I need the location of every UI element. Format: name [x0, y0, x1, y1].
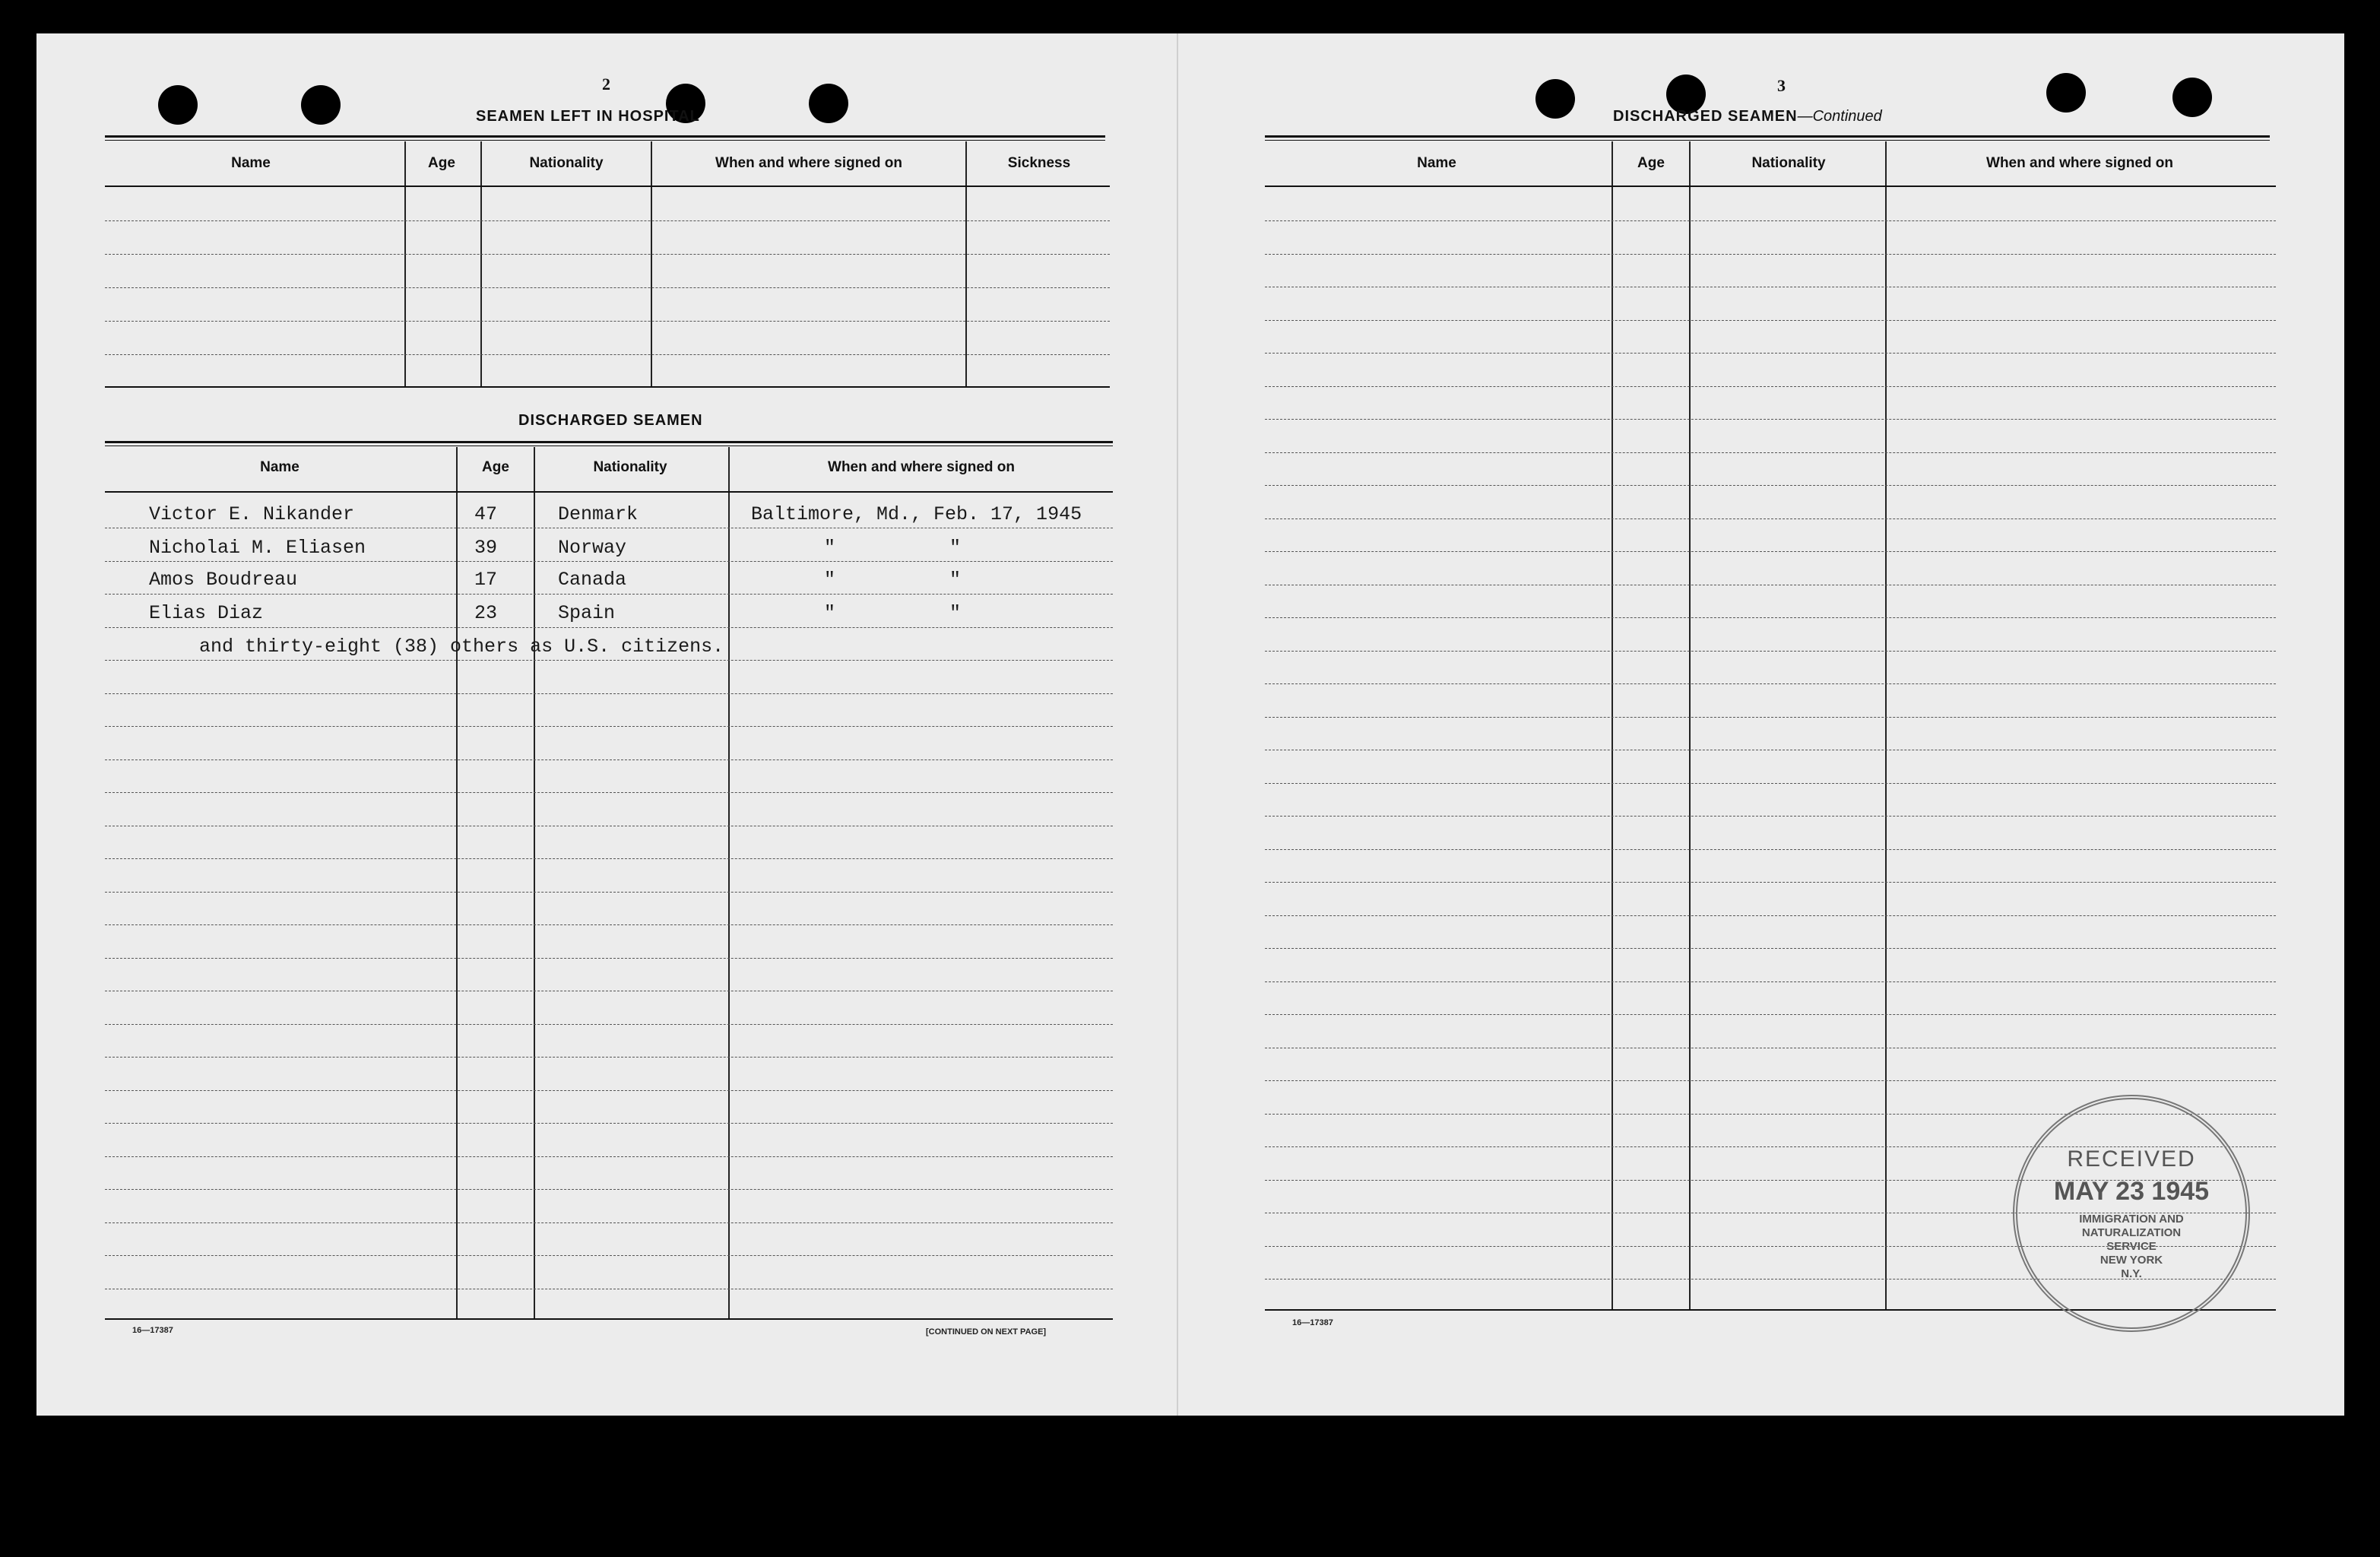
column-divider	[651, 141, 652, 388]
column-header-signed-on: When and where signed on	[828, 459, 1015, 475]
row-rule	[1265, 551, 2276, 552]
column-divider	[728, 447, 730, 1318]
row-rule	[1265, 518, 2276, 519]
row-rule	[105, 693, 1113, 694]
row-rule	[1265, 816, 2276, 817]
seaman-nationality: Denmark	[558, 503, 639, 525]
row-rule	[105, 1255, 1113, 1256]
header-rule	[1265, 186, 2276, 187]
column-header-signed-on: When and where signed on	[715, 155, 902, 171]
row-rule	[105, 858, 1113, 859]
seaman-nationality: Canada	[558, 569, 627, 591]
seaman-signed-on: " "	[824, 537, 962, 559]
stamp-line: SERVICE	[2106, 1240, 2157, 1253]
row-rule	[105, 1123, 1113, 1124]
row-rule	[1265, 353, 2276, 354]
column-header-nationality: Nationality	[529, 155, 604, 171]
stamp-date: MAY 23 1945	[2053, 1177, 2210, 1206]
continued-note: [CONTINUED ON NEXT PAGE]	[926, 1327, 1047, 1337]
seaman-age: 47	[474, 503, 498, 525]
column-header-nationality: Nationality	[593, 459, 667, 475]
punch-hole	[809, 84, 848, 123]
seaman-signed-on: " "	[824, 569, 962, 591]
punch-hole	[301, 85, 341, 125]
row-rule	[1265, 254, 2276, 255]
row-rule	[105, 892, 1113, 893]
row-rule	[105, 594, 1113, 595]
seaman-name: Amos Boudreau	[149, 569, 298, 591]
row-rule	[105, 220, 1110, 221]
form-number: 16—17387	[1292, 1318, 1333, 1327]
column-header-name: Name	[231, 155, 271, 171]
row-rule	[1265, 651, 2276, 652]
row-rule	[105, 321, 1110, 322]
row-rule	[1265, 683, 2276, 684]
column-header-age: Age	[428, 155, 455, 171]
received-stamp	[2013, 1095, 2250, 1332]
column-divider	[965, 141, 967, 388]
row-rule	[105, 627, 1113, 628]
seaman-nationality: Norway	[558, 537, 627, 559]
rule	[105, 135, 1105, 138]
column-divider	[1885, 141, 1887, 1311]
seaman-name: Elias Diaz	[149, 602, 264, 624]
column-header-name: Name	[260, 459, 299, 475]
discharged-section-title: DISCHARGED SEAMEN	[518, 412, 703, 429]
row-rule	[1265, 485, 2276, 486]
seaman-signed-on: Baltimore, Md., Feb. 17, 1945	[751, 503, 1082, 525]
stamp-agency	[2017, 1213, 2245, 1281]
row-rule	[1265, 1080, 2276, 1081]
stamp-received: RECEIVED	[2067, 1146, 2196, 1172]
row-rule	[105, 254, 1110, 255]
punch-hole	[158, 85, 198, 125]
row-rule	[105, 1057, 1113, 1058]
row-rule	[105, 726, 1113, 727]
page-number: 3	[1777, 76, 1786, 95]
column-header-signed-on: When and where signed on	[1986, 155, 2173, 171]
section-title-text: DISCHARGED SEAMEN	[1613, 108, 1798, 125]
punch-hole	[2046, 73, 2086, 113]
seaman-age: 17	[474, 569, 498, 591]
row-rule	[105, 792, 1113, 793]
row-rule	[1265, 882, 2276, 883]
row-rule	[1265, 220, 2276, 221]
others-note: and thirty-eight (38) others as U.S. citizens.	[199, 636, 724, 658]
document-sheet	[36, 33, 2344, 1416]
column-header-age: Age	[482, 459, 509, 475]
section-end-rule	[105, 386, 1110, 388]
row-rule	[105, 1222, 1113, 1223]
stamp-line: NEW YORK	[2100, 1254, 2163, 1267]
row-rule	[1265, 849, 2276, 850]
column-header-name: Name	[1417, 155, 1456, 171]
column-divider	[1689, 141, 1691, 1311]
column-header-age: Age	[1637, 155, 1665, 171]
column-divider	[404, 141, 406, 388]
column-divider	[534, 447, 535, 1318]
row-rule	[105, 759, 1113, 760]
seaman-name: Nicholai M. Eliasen	[149, 537, 366, 559]
row-rule	[105, 1090, 1113, 1091]
column-header-sickness: Sickness	[1007, 155, 1071, 171]
section-title	[1613, 108, 1882, 125]
table-bottom-rule	[105, 1318, 1113, 1320]
seaman-signed-on: " "	[824, 602, 962, 624]
stamp-line: N.Y.	[2121, 1267, 2142, 1280]
row-rule	[1265, 717, 2276, 718]
rule	[1265, 135, 2270, 138]
row-rule	[1265, 320, 2276, 321]
seaman-name: Victor E. Nikander	[149, 503, 355, 525]
seaman-age: 23	[474, 602, 498, 624]
rule	[105, 441, 1113, 443]
row-rule	[1265, 452, 2276, 453]
column-divider	[1611, 141, 1613, 1311]
row-rule	[1265, 915, 2276, 916]
row-rule	[1265, 981, 2276, 982]
row-rule	[105, 1156, 1113, 1157]
row-rule	[1265, 948, 2276, 949]
row-rule	[105, 1024, 1113, 1025]
row-rule	[105, 561, 1113, 562]
column-header-nationality: Nationality	[1751, 155, 1826, 171]
row-rule	[1265, 386, 2276, 387]
stamp-line: IMMIGRATION AND	[2079, 1213, 2184, 1226]
header-rule	[105, 491, 1113, 493]
row-rule	[105, 924, 1113, 925]
row-rule	[105, 660, 1113, 661]
row-rule	[105, 1189, 1113, 1190]
page-number: 2	[602, 75, 610, 94]
hospital-section-title: SEAMEN LEFT IN HOSPITAL	[476, 108, 700, 125]
row-rule	[1265, 1014, 2276, 1015]
stamp-line: NATURALIZATION	[2081, 1226, 2182, 1239]
page-fold	[1177, 33, 1178, 1416]
row-rule	[105, 958, 1113, 959]
row-rule	[105, 287, 1110, 288]
section-title-suffix: —Continued	[1797, 108, 1882, 125]
seaman-nationality: Spain	[558, 602, 616, 624]
row-rule	[1265, 617, 2276, 618]
header-rule	[105, 186, 1110, 187]
form-number: 16—17387	[132, 1326, 173, 1335]
row-rule	[1265, 783, 2276, 784]
column-divider	[480, 141, 482, 388]
punch-hole	[1535, 79, 1575, 119]
seaman-age: 39	[474, 537, 498, 559]
punch-hole	[2172, 78, 2212, 117]
row-rule	[105, 354, 1110, 355]
column-divider	[456, 447, 458, 1318]
row-rule	[1265, 419, 2276, 420]
